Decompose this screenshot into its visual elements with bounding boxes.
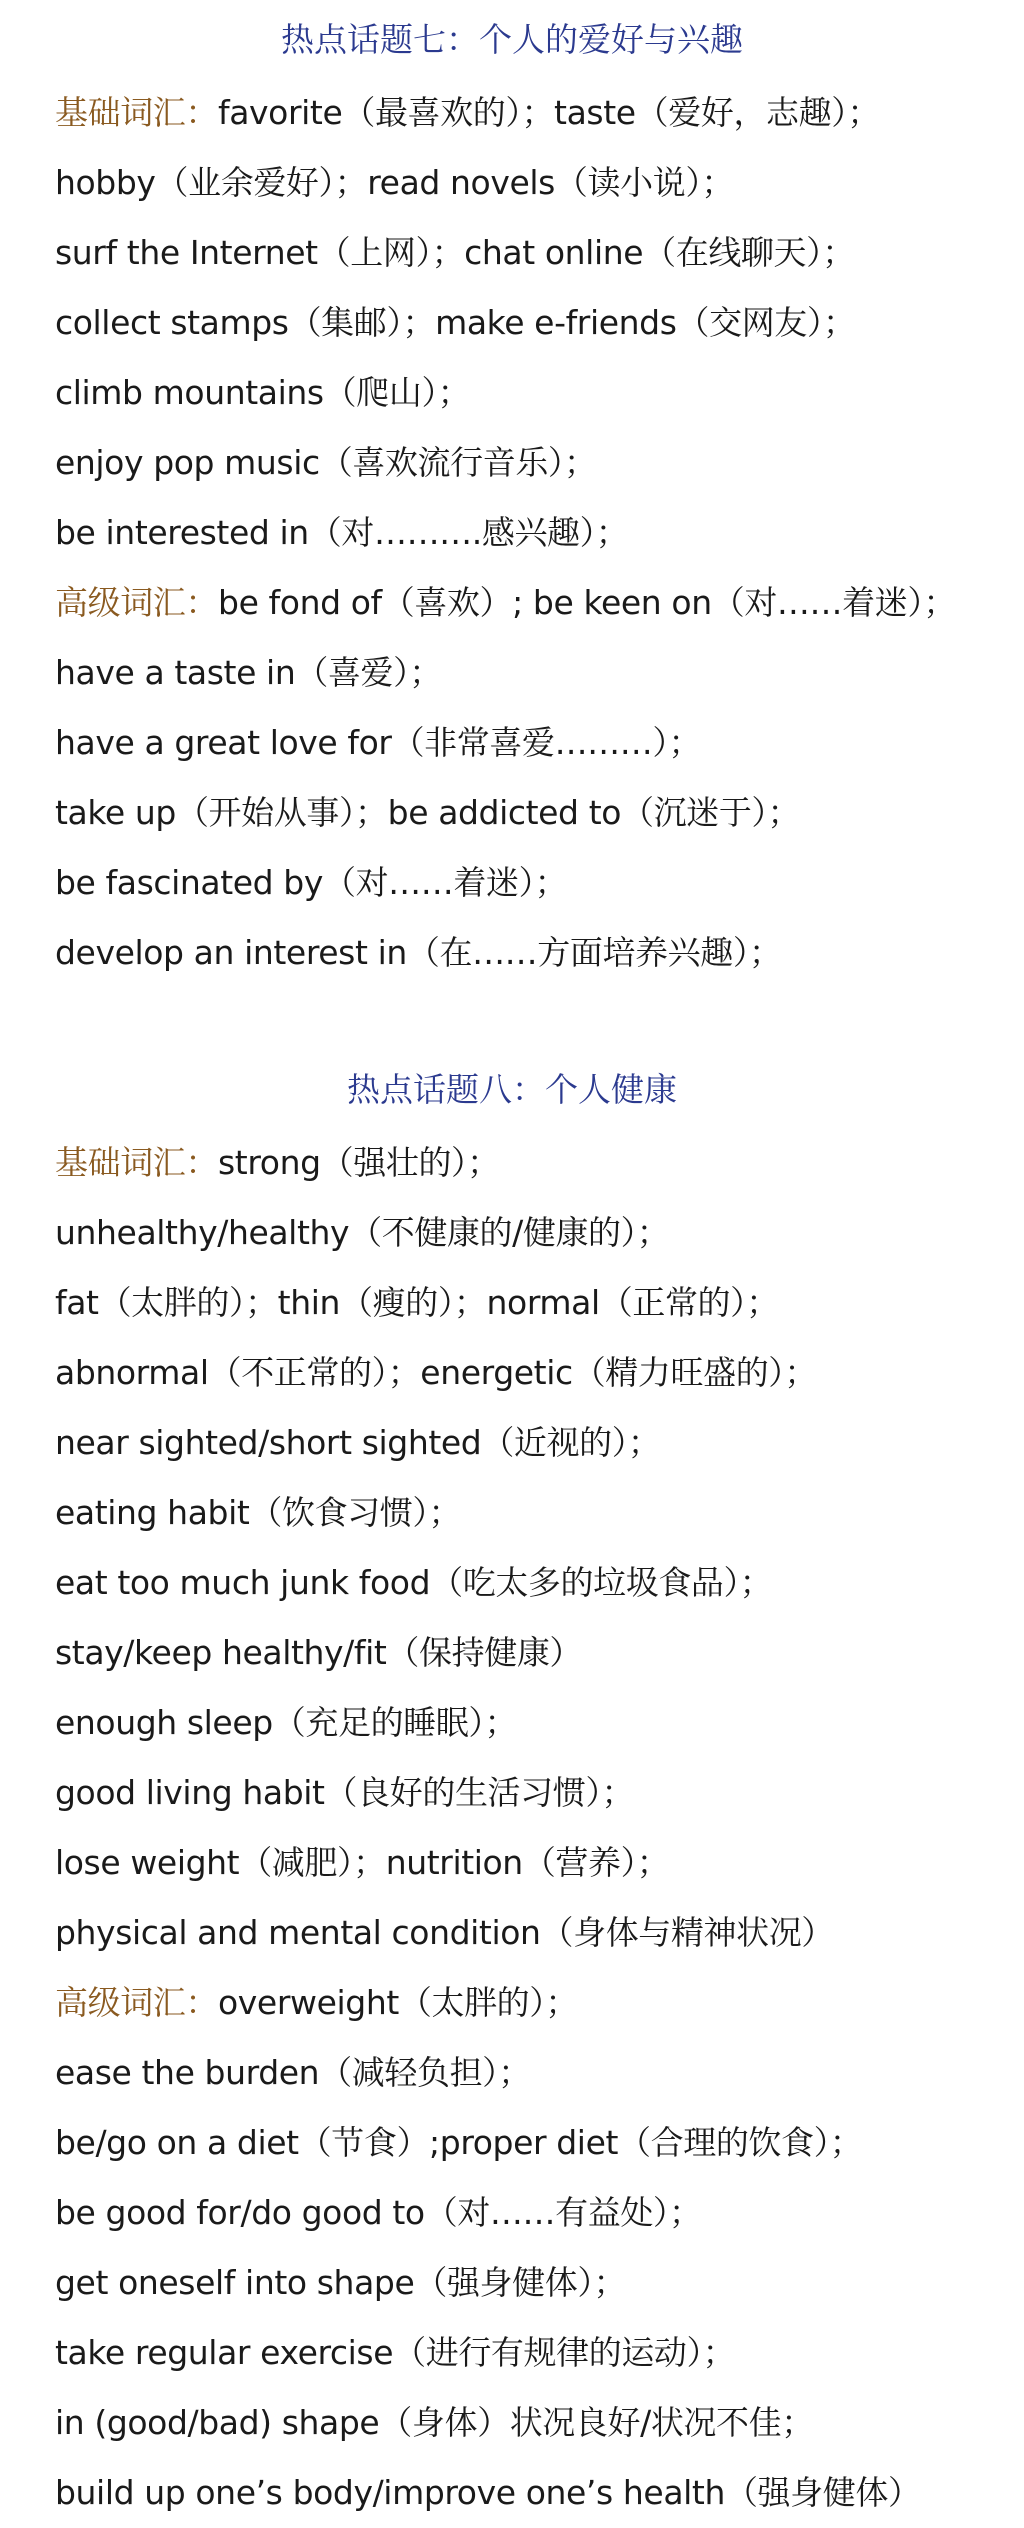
vocab-text: eat too much junk food（吃太多的垃圾食品）； — [55, 1563, 773, 1602]
vocab-line — [0, 778, 1024, 848]
vocab-text: hobby（业余爱好）；read novels（读小说）； — [55, 163, 735, 202]
vocab-line — [0, 708, 1024, 778]
topic-section-health — [0, 1060, 1024, 2528]
vocab-line — [0, 1478, 1024, 1548]
vocab-line — [0, 848, 1024, 918]
topic-section-hobbies — [0, 10, 1024, 988]
vocab-text: overweight（太胖的）； — [218, 1983, 578, 2022]
vocab-text: develop an interest in（在……方面培养兴趣）； — [55, 933, 782, 972]
vocab-line — [0, 1618, 1024, 1688]
vocab-line — [0, 568, 1024, 638]
vocab-text: fat（太胖的）；thin（瘦的）；normal（正常的）； — [55, 1283, 779, 1322]
vocab-text: unhealthy/healthy（不健康的/健康的）； — [55, 1213, 670, 1252]
vocab-line — [0, 918, 1024, 988]
vocab-line — [0, 78, 1024, 148]
vocab-text: have a great love for（非常喜爱………）； — [55, 723, 702, 762]
vocab-line — [0, 288, 1024, 358]
vocab-line — [0, 358, 1024, 428]
vocab-text: eating habit（饮食习惯）； — [55, 1493, 462, 1532]
vocab-line — [0, 1128, 1024, 1198]
vocab-line — [0, 148, 1024, 218]
vocab-text: surf the Internet（上网）；chat online（在线聊天）； — [55, 233, 855, 272]
vocab-line — [0, 218, 1024, 288]
section-title: 热点话题七：个人的爱好与兴趣 — [281, 20, 743, 59]
vocab-text: take up（开始从事）；be addicted to（沉迷于）； — [55, 793, 801, 832]
vocab-line — [0, 1198, 1024, 1268]
vocab-text: get oneself into shape（强身健体）； — [55, 2263, 627, 2302]
vocab-text: stay/keep healthy/fit（保持健康） — [55, 1633, 583, 1672]
vocab-text: enough sleep（充足的睡眠）； — [55, 1703, 518, 1742]
vocab-line — [0, 1338, 1024, 1408]
vocab-category-label: 高级词汇： — [55, 1983, 219, 2022]
vocab-line — [0, 1758, 1024, 1828]
vocab-text: collect stamps（集邮）；make e-friends（交网友）； — [55, 303, 856, 342]
vocab-line — [0, 498, 1024, 568]
vocab-text: ease the burden（减轻负担）； — [55, 2053, 531, 2092]
vocab-category-label: 高级词汇： — [55, 583, 219, 622]
vocab-line — [0, 428, 1024, 498]
vocab-text: strong（强壮的）； — [218, 1143, 500, 1182]
vocab-line — [0, 2038, 1024, 2108]
vocab-category-label: 基础词汇： — [55, 1143, 219, 1182]
vocab-text: physical and mental condition（身体与精神状况） — [55, 1913, 834, 1952]
vocab-line — [0, 638, 1024, 708]
vocab-text: in (good/bad) shape（身体）状况良好/状况不佳； — [55, 2403, 814, 2442]
vocab-text: climb mountains（爬山）； — [55, 373, 471, 412]
vocab-text: abnormal（不正常的）；energetic（精力旺盛的）； — [55, 1353, 818, 1392]
vocab-line — [0, 2248, 1024, 2318]
vocab-line — [0, 1968, 1024, 2038]
vocab-line — [0, 2318, 1024, 2388]
vocab-text: be interested in（对……….感兴趣）； — [55, 513, 629, 552]
vocab-text: build up one’s body/improve one’s health（强身健体） — [55, 2473, 921, 2512]
vocab-line — [0, 1828, 1024, 1898]
vocab-text: take regular exercise（进行有规律的运动）； — [55, 2333, 736, 2372]
vocab-category-label: 基础词汇： — [55, 93, 219, 132]
vocab-line — [0, 2388, 1024, 2458]
vocab-text: favorite（最喜欢的）；taste（爱好，志趣）； — [218, 93, 880, 132]
vocab-text: be fascinated by（对……着迷）； — [55, 863, 568, 902]
vocab-line — [0, 2108, 1024, 2178]
vocab-text: lose weight（减肥）；nutrition（营养）； — [55, 1843, 670, 1882]
vocab-line — [0, 2178, 1024, 2248]
vocab-text: enjoy pop music（喜欢流行音乐）； — [55, 443, 597, 482]
vocab-line — [0, 1268, 1024, 1338]
vocab-text: be fond of（喜欢）; be keen on（对……着迷）； — [218, 583, 957, 622]
vocab-text: near sighted/short sighted（近视的）； — [55, 1423, 661, 1462]
vocab-text: have a taste in（喜爱）； — [55, 653, 442, 692]
vocab-text: be/go on a diet（节食）;proper diet（合理的饮食）； — [55, 2123, 863, 2162]
vocab-text: good living habit（良好的生活习惯）； — [55, 1773, 635, 1812]
vocab-line — [0, 1408, 1024, 1478]
vocab-line — [0, 1548, 1024, 1618]
vocab-text: be good for/do good to（对……有益处）； — [55, 2193, 702, 2232]
vocab-line — [0, 1688, 1024, 1758]
section-title: 热点话题八：个人健康 — [347, 1070, 677, 1109]
vocab-line — [0, 2458, 1024, 2528]
vocab-line — [0, 1898, 1024, 1968]
